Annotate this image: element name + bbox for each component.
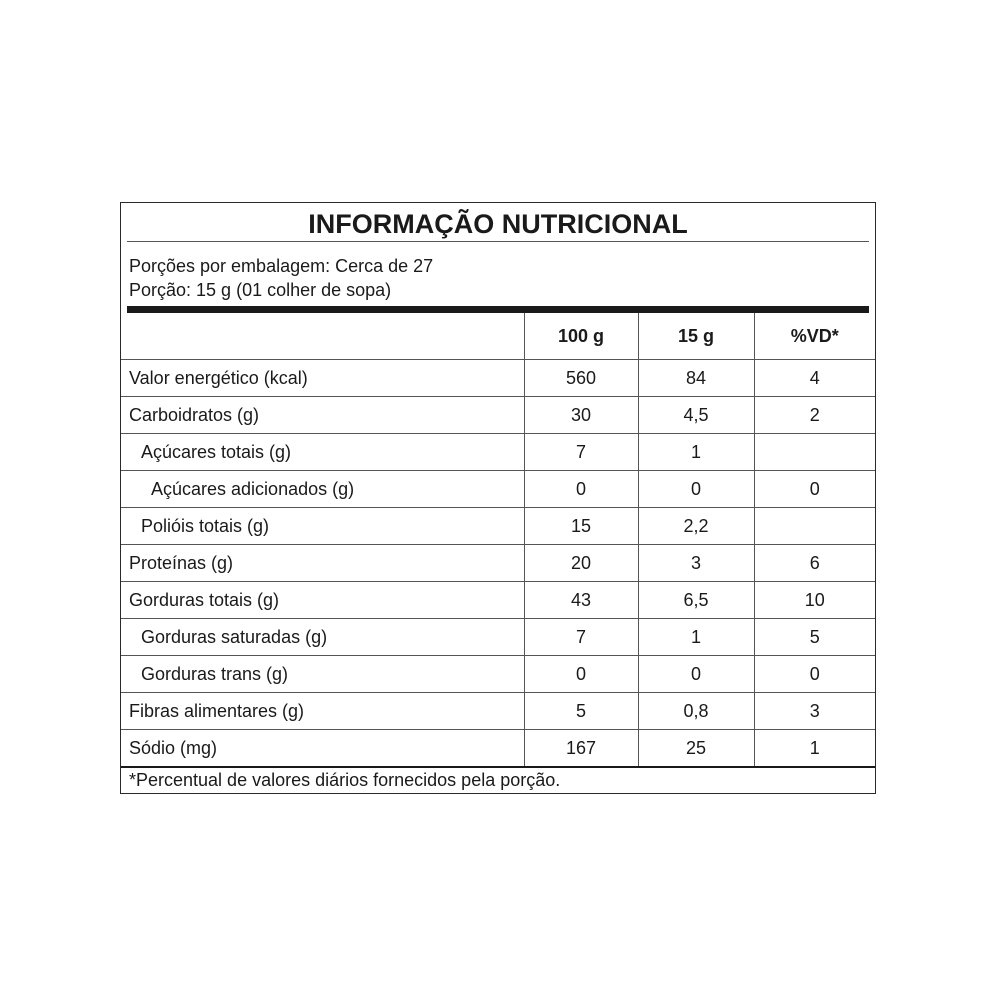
value-15g: 0: [638, 471, 754, 508]
table-row: [121, 619, 875, 656]
nutrient-name: Gorduras totais (g): [121, 582, 524, 619]
value-100g: 5: [524, 693, 638, 730]
nutrient-name: Gorduras saturadas (g): [121, 619, 524, 656]
value-vd: 5: [754, 619, 875, 656]
header-vd: %VD*: [754, 313, 875, 360]
table-row: [121, 545, 875, 582]
value-vd: 0: [754, 656, 875, 693]
value-vd: 10: [754, 582, 875, 619]
nutrient-name: Gorduras trans (g): [121, 656, 524, 693]
table-row: [121, 693, 875, 730]
table-row: [121, 471, 875, 508]
title-divider: [127, 241, 869, 242]
nutrient-name: Proteínas (g): [121, 545, 524, 582]
table-row: [121, 582, 875, 619]
value-100g: 43: [524, 582, 638, 619]
value-15g: 2,2: [638, 508, 754, 545]
value-100g: 0: [524, 656, 638, 693]
value-vd: 4: [754, 360, 875, 397]
value-vd: 2: [754, 397, 875, 434]
thick-divider: [127, 306, 869, 313]
servings-per-package: Porções por embalagem: Cerca de 27: [129, 256, 434, 276]
value-vd: [754, 508, 875, 545]
header-15g: 15 g: [638, 313, 754, 360]
value-15g: 0,8: [638, 693, 754, 730]
table-row: [121, 397, 875, 434]
value-100g: 7: [524, 619, 638, 656]
table-row: [121, 730, 875, 768]
value-100g: 20: [524, 545, 638, 582]
value-vd: 6: [754, 545, 875, 582]
value-15g: 1: [638, 434, 754, 471]
table-row: [121, 434, 875, 471]
nutrient-name: Açúcares adicionados (g): [121, 471, 524, 508]
serving-size: Porção: 15 g (01 colher de sopa): [129, 280, 392, 300]
value-vd: 3: [754, 693, 875, 730]
footnote: *Percentual de valores diários fornecidos pela porção.: [129, 770, 561, 790]
value-15g: 25: [638, 730, 754, 768]
value-vd: 0: [754, 471, 875, 508]
value-vd: [754, 434, 875, 471]
value-15g: 4,5: [638, 397, 754, 434]
nutrient-name: Carboidratos (g): [121, 397, 524, 434]
nutrient-name: Polióis totais (g): [121, 508, 524, 545]
table-header-row: [121, 313, 875, 360]
label-title: INFORMAÇÃO NUTRICIONAL: [308, 209, 688, 239]
value-15g: 0: [638, 656, 754, 693]
value-vd: 1: [754, 730, 875, 768]
table-row: [121, 508, 875, 545]
value-100g: 15: [524, 508, 638, 545]
header-nutrient: [121, 313, 524, 360]
table-row: [121, 656, 875, 693]
value-15g: 1: [638, 619, 754, 656]
value-15g: 3: [638, 545, 754, 582]
nutrient-name: Açúcares totais (g): [121, 434, 524, 471]
value-100g: 167: [524, 730, 638, 768]
value-15g: 84: [638, 360, 754, 397]
value-15g: 6,5: [638, 582, 754, 619]
nutrient-name: Fibras alimentares (g): [121, 693, 524, 730]
nutrient-name: Valor energético (kcal): [121, 360, 524, 397]
nutrition-facts-panel: [120, 202, 876, 794]
table-row: [121, 360, 875, 397]
nutrition-table: [121, 313, 875, 768]
value-100g: 30: [524, 397, 638, 434]
header-100g: 100 g: [524, 313, 638, 360]
nutrient-name: Sódio (mg): [121, 730, 524, 768]
value-100g: 560: [524, 360, 638, 397]
value-100g: 0: [524, 471, 638, 508]
value-100g: 7: [524, 434, 638, 471]
